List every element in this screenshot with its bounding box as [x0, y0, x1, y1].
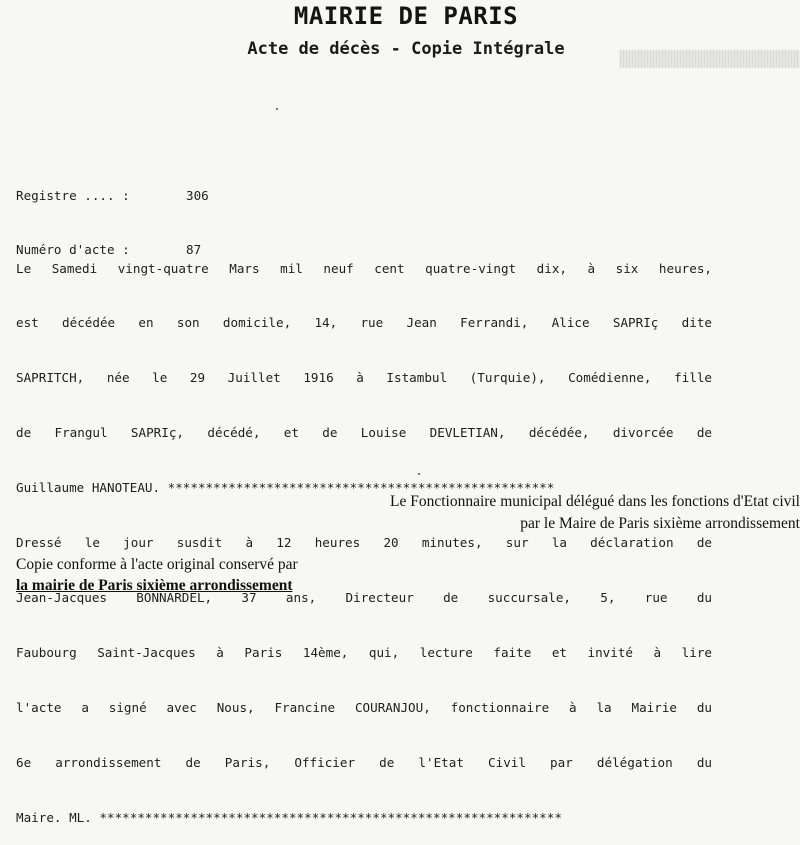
page-subtitle: Acte de décès - Copie Intégrale: [247, 39, 565, 59]
certified-copy-line-2: la mairie de Paris sixième arrondissement: [16, 577, 293, 594]
certified-copy-line-1: Copie conforme à l'acte original conservé par: [16, 556, 298, 573]
registre-label: Registre .... :: [16, 187, 130, 203]
act-body-line: est décédée en son domicile, 14, rue Jean Ferrandi, Alice SAPRIç dite: [16, 315, 712, 331]
registre-value: 306: [186, 187, 209, 203]
act-body-line: de Frangul SAPRIç, décédé, et de Louise DEVLETIAN, décédée, divorcée de: [16, 425, 712, 441]
act-body-line: Maire. ML. *************************************************************: [16, 809, 562, 825]
acte-number-label: Numéro d'acte :: [16, 242, 130, 258]
scan-speck: [276, 108, 278, 110]
official-line-1: Le Fonctionnaire municipal délégué dans les fonctions d'Etat civil: [390, 493, 800, 510]
official-signature-block: [280, 491, 800, 535]
registre-row: [16, 187, 209, 205]
act-body-line: SAPRITCH, née le 29 Juillet 1916 à Istambul (Turquie), Comédienne, fille: [16, 370, 712, 386]
act-body-line: Faubourg Saint-Jacques à Paris 14ème, qui, lecture faite et invité à lire: [16, 644, 712, 660]
certified-copy-note: [16, 554, 298, 596]
acte-number-value: 87: [186, 242, 202, 258]
page-title: MAIRIE DE PARIS: [293, 2, 519, 30]
act-body-line: Guillaume HANOTEAU. ***************************************************: [16, 480, 555, 496]
act-body-line: Jean-Jacques BONNARDEL, 37 ans, Directeur de succursale, 5, rue du: [16, 589, 712, 605]
act-body-line: l'acte a signé avec Nous, Francine COURANJOU, fonctionnaire à la Mairie du: [16, 699, 712, 715]
act-body-line: Dressé le jour susdit à 12 heures 20 minutes, sur la déclaration de: [16, 535, 712, 551]
act-body-line: Le Samedi vingt-quatre Mars mil neuf cent quatre-vingt dix, à six heures,: [16, 260, 712, 276]
official-line-2: par le Maire de Paris sixième arrondissement: [520, 515, 800, 532]
act-body-line: 6e arrondissement de Paris, Officier de l'Etat Civil par délégation du: [16, 754, 712, 770]
